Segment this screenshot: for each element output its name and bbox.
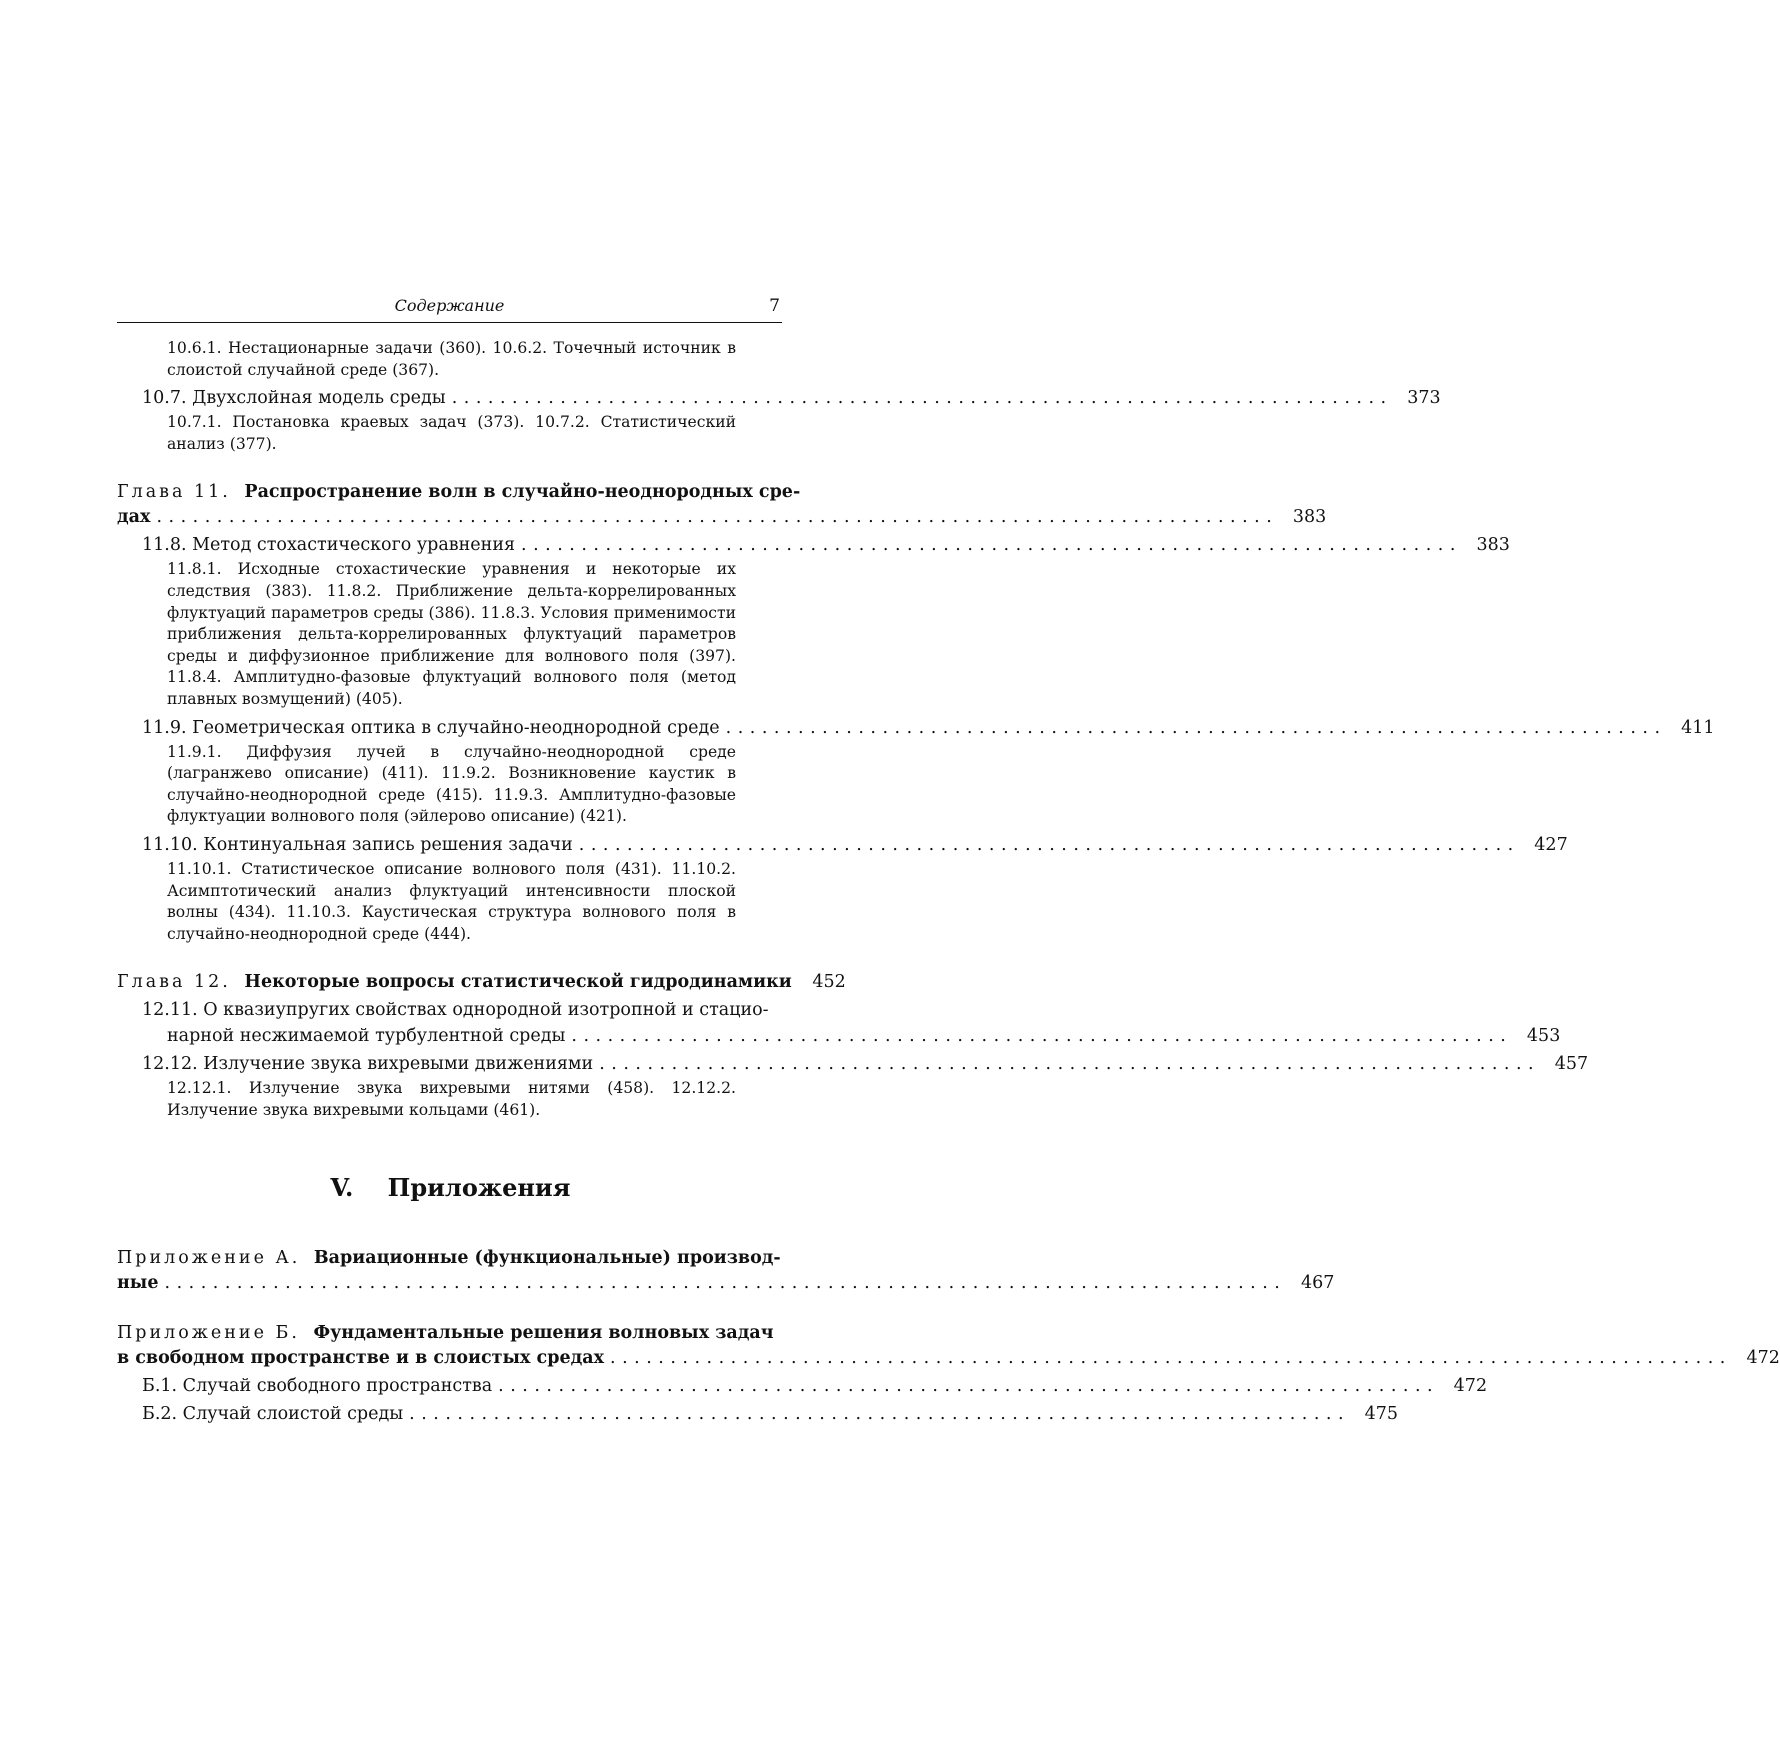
toc-entry[interactable] — [117, 1372, 1488, 1400]
leader-dots: .............................................................................. — [498, 1376, 1440, 1397]
toc-subsections: 11.10.1. Статистическое описание волнового поля (431). 11.10.2. Асимптотический анализ флуктуаций интенсивности плоской волны (434). 11.10.3. Каустическая структура волнового поля в случайно-неоднородной среде (444). — [167, 859, 736, 943]
leader-dots: .............................................................................. — [725, 717, 1667, 738]
header-page-number: 7 — [769, 296, 780, 316]
toc-entry[interactable] — [117, 1050, 1589, 1078]
chapter-title: Распространение волн в случайно-неоднородных сре- — [244, 482, 801, 503]
appendix-page: 467 — [1300, 1273, 1335, 1294]
appendix-line — [117, 1269, 1335, 1297]
appendix-prefix: Приложение А. — [117, 1248, 301, 1269]
appendix-title-cont: ные — [117, 1273, 159, 1294]
part-title: Приложения — [387, 1173, 571, 1203]
appendix-title: Вариационные (функциональные) производ- — [313, 1248, 781, 1269]
toc-body — [117, 338, 1780, 1428]
leader-dots: .............................................................................. — [451, 388, 1393, 409]
toc-entry-label: Б.1. Случай свободного пространства — [142, 1376, 493, 1397]
appendix-entry[interactable] — [117, 1319, 1780, 1372]
leader-dots: .............................................................................. — [599, 1054, 1541, 1075]
chapter-page: 452 — [812, 972, 846, 993]
chapter-prefix: Глава 11. — [117, 482, 231, 503]
leader-dots: .............................................................................. — [578, 834, 1520, 855]
appendix-line — [117, 1344, 1780, 1372]
chapter-page: 383 — [1292, 507, 1327, 528]
chapter-entry[interactable] — [117, 478, 1327, 531]
leader-dots: ............................................................................................. — [156, 507, 1279, 528]
chapter-prefix: Глава 12. — [117, 972, 231, 993]
toc-subsections: 12.12.1. Излучение звука вихревыми нитями (458). 12.12.2. Излучение звука вихревыми кольцами (461). — [167, 1079, 736, 1119]
appendix-page: 472 — [1746, 1348, 1780, 1369]
toc-entry[interactable] — [117, 384, 1441, 412]
toc-entry-page: 383 — [1476, 535, 1510, 556]
toc-subsections: 10.6.1. Нестационарные задачи (360). 10.6.2. Точечный источник в слоистой случайной среде (367). — [167, 339, 736, 379]
toc-entry-label: 11.10. Континуальная запись решения задачи — [142, 834, 573, 855]
appendix-line — [117, 1244, 784, 1272]
leader-dots: .............................................................................. — [409, 1404, 1351, 1425]
toc-entry-label: 12.12. Излучение звука вихревыми движениями — [142, 1054, 594, 1075]
toc-entry[interactable] — [117, 1400, 1399, 1428]
toc-entry-page: 472 — [1453, 1376, 1488, 1397]
toc-subsections: 11.8.1. Исходные стохастические уравнения и некоторые их следствия (383). 11.8.2. Приближение дельта-коррелированных флуктуаций параметров среды (386). 11.8.3. Условия применимости приближения дельта-коррелированных флуктуаций параметров среды и диффузионное приближение для волнового поля (397). 11.8.4. Амплитудно-фазовые флуктуаций волнового поля (метод плавных возмущений) (405). — [167, 560, 736, 708]
toc-entry-label: 10.7. Двухслойная модель среды — [142, 388, 446, 409]
appendix-entry[interactable] — [117, 1244, 1335, 1297]
leader-dots: ............................................................................................. — [164, 1273, 1287, 1294]
chapter-entry[interactable] — [117, 968, 846, 996]
toc-entry-page: 453 — [1526, 1026, 1561, 1047]
toc-entry[interactable] — [117, 996, 1561, 1050]
running-header — [117, 292, 782, 323]
toc-subsections: 11.9.1. Диффузия лучей в случайно-неоднородной среде (лагранжево описание) (411). 11.9.2. Возникновение каустик в случайно-неоднородной среде (415). 11.9.3. Амплитудно-фазовые флуктуации волнового поля (эйлерово описание) (421). — [167, 742, 736, 826]
appendix-title-cont: в свободном пространстве и в слоистых средах — [117, 1348, 605, 1369]
toc-entry-page: 411 — [1681, 717, 1715, 738]
chapter-line — [117, 478, 801, 506]
chapter-line — [117, 503, 1327, 531]
toc-entry[interactable] — [117, 714, 1715, 742]
header-title: Содержание — [394, 296, 505, 315]
appendix-title: Фундаментальные решения волновых задач — [313, 1323, 774, 1344]
toc-entry-page: 427 — [1534, 834, 1568, 855]
toc-entry[interactable] — [117, 831, 1568, 859]
part-number: V. — [330, 1173, 354, 1203]
toc-entry-line — [117, 996, 784, 1024]
toc-entry-page: 475 — [1364, 1404, 1399, 1425]
toc-entry-page: 457 — [1554, 1054, 1589, 1075]
toc-entry-line — [117, 1022, 1561, 1050]
part-heading — [117, 1173, 784, 1202]
toc-entry-label: 11.8. Метод стохастического уравнения — [142, 535, 516, 556]
leader-dots: .............................................................................. — [521, 535, 1462, 556]
toc-entry-label: 12.11. О квазиупругих свойствах однородной изотропной и стацио- — [142, 1000, 769, 1021]
toc-entry-label: Б.2. Случай слоистой среды — [142, 1404, 404, 1425]
toc-entry-label-cont: нарной несжимаемой турбулентной среды — [167, 1026, 566, 1047]
appendix-line — [117, 1319, 784, 1347]
toc-entry-page: 373 — [1407, 388, 1441, 409]
chapter-title-cont: дах — [117, 507, 151, 528]
toc-subsections: 10.7.1. Постановка краевых задач (373). 10.7.2. Статистический анализ (377). — [167, 413, 736, 453]
leader-dots: .............................................................................. — [571, 1026, 1513, 1047]
appendix-prefix: Приложение Б. — [117, 1323, 300, 1344]
toc-entry-label: 11.9. Геометрическая оптика в случайно-неоднородной среде — [142, 717, 720, 738]
chapter-title: Некоторые вопросы статистической гидродинамики — [244, 972, 792, 993]
leader-dots: ............................................................................................. — [610, 1348, 1732, 1369]
toc-entry[interactable] — [117, 531, 1510, 559]
